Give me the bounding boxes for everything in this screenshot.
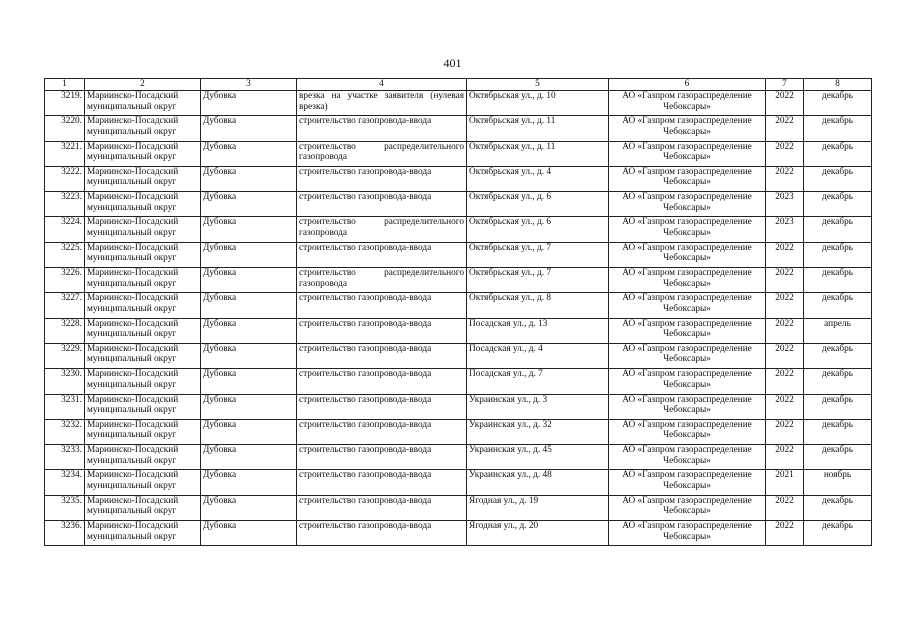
- district-cell: Мариинско-Посадский муниципальный округ: [85, 369, 201, 394]
- district-cell: Мариинско-Посадский муниципальный округ: [85, 91, 201, 116]
- row-number: 3235.: [45, 495, 85, 520]
- settlement-cell: Дубовка: [201, 318, 297, 343]
- settlement-cell: Дубовка: [201, 521, 297, 546]
- year-cell: 2023: [766, 192, 804, 217]
- month-cell: ноябрь: [804, 470, 872, 495]
- address-cell: Посадская ул., д. 13: [467, 318, 609, 343]
- work-type-cell: строительство газопровода-ввода: [297, 369, 467, 394]
- page-number: 401: [443, 56, 462, 70]
- month-cell: декабрь: [804, 217, 872, 242]
- year-cell: 2022: [766, 318, 804, 343]
- address-cell: Октябрьская ул., д. 7: [467, 268, 609, 293]
- district-cell: Мариинско-Посадский муниципальный округ: [85, 268, 201, 293]
- column-header-6: 6: [609, 79, 766, 91]
- address-cell: Украинская ул., д. 3: [467, 394, 609, 419]
- month-cell: декабрь: [804, 521, 872, 546]
- table-row: [45, 470, 872, 495]
- month-cell: декабрь: [804, 116, 872, 141]
- work-type-cell: строительство газопровода-ввода: [297, 445, 467, 470]
- work-type-cell: строительство газопровода-ввода: [297, 470, 467, 495]
- table-row: [45, 91, 872, 116]
- year-cell: 2022: [766, 394, 804, 419]
- year-cell: 2022: [766, 268, 804, 293]
- row-number: 3236.: [45, 521, 85, 546]
- settlement-cell: Дубовка: [201, 293, 297, 318]
- organization-cell: АО «Газпром газораспределение Чебоксары»: [609, 217, 766, 242]
- month-cell: декабрь: [804, 166, 872, 191]
- settlement-cell: Дубовка: [201, 445, 297, 470]
- month-cell: декабрь: [804, 419, 872, 444]
- row-number: 3228.: [45, 318, 85, 343]
- year-cell: 2022: [766, 521, 804, 546]
- work-type-cell: строительство распределительного газопровода: [297, 141, 467, 166]
- work-type-cell: врезка на участке заявителя (нулевая врезка): [297, 91, 467, 116]
- work-type-cell: строительство газопровода-ввода: [297, 192, 467, 217]
- table-row: [45, 445, 872, 470]
- settlement-cell: Дубовка: [201, 242, 297, 267]
- district-cell: Мариинско-Посадский муниципальный округ: [85, 419, 201, 444]
- address-cell: Октябрьская ул., д. 7: [467, 242, 609, 267]
- organization-cell: АО «Газпром газораспределение Чебоксары»: [609, 394, 766, 419]
- year-cell: 2022: [766, 141, 804, 166]
- work-type-cell: строительство газопровода-ввода: [297, 521, 467, 546]
- table-row: [45, 318, 872, 343]
- row-number: 3230.: [45, 369, 85, 394]
- address-cell: Украинская ул., д. 45: [467, 445, 609, 470]
- row-number: 3224.: [45, 217, 85, 242]
- organization-cell: АО «Газпром газораспределение Чебоксары»: [609, 293, 766, 318]
- table-row: [45, 394, 872, 419]
- row-number: 3232.: [45, 419, 85, 444]
- work-type-cell: строительство газопровода-ввода: [297, 242, 467, 267]
- table-row: [45, 116, 872, 141]
- row-number: 3226.: [45, 268, 85, 293]
- work-type-cell: строительство газопровода-ввода: [297, 318, 467, 343]
- organization-cell: АО «Газпром газораспределение Чебоксары»: [609, 419, 766, 444]
- organization-cell: АО «Газпром газораспределение Чебоксары»: [609, 91, 766, 116]
- row-number: 3220.: [45, 116, 85, 141]
- table-row: [45, 242, 872, 267]
- district-cell: Мариинско-Посадский муниципальный округ: [85, 521, 201, 546]
- address-cell: Октябрьская ул., д. 4: [467, 166, 609, 191]
- month-cell: декабрь: [804, 394, 872, 419]
- address-cell: Украинская ул., д. 48: [467, 470, 609, 495]
- district-cell: Мариинско-Посадский муниципальный округ: [85, 470, 201, 495]
- organization-cell: АО «Газпром газораспределение Чебоксары»: [609, 369, 766, 394]
- row-number: 3229.: [45, 343, 85, 368]
- address-cell: Ягодная ул., д. 20: [467, 521, 609, 546]
- row-number: 3225.: [45, 242, 85, 267]
- year-cell: 2022: [766, 166, 804, 191]
- month-cell: декабрь: [804, 343, 872, 368]
- month-cell: декабрь: [804, 369, 872, 394]
- year-cell: 2022: [766, 293, 804, 318]
- table-row: [45, 521, 872, 546]
- column-header-7: 7: [766, 79, 804, 91]
- month-cell: декабрь: [804, 293, 872, 318]
- work-type-cell: строительство газопровода-ввода: [297, 419, 467, 444]
- settlement-cell: Дубовка: [201, 470, 297, 495]
- table-row: [45, 268, 872, 293]
- work-type-cell: строительство газопровода-ввода: [297, 495, 467, 520]
- district-cell: Мариинско-Посадский муниципальный округ: [85, 116, 201, 141]
- row-number: 3223.: [45, 192, 85, 217]
- column-header-1: 1: [45, 79, 85, 91]
- settlement-cell: Дубовка: [201, 141, 297, 166]
- row-number: 3221.: [45, 141, 85, 166]
- year-cell: 2022: [766, 495, 804, 520]
- work-type-cell: строительство газопровода-ввода: [297, 394, 467, 419]
- address-cell: Посадская ул., д. 7: [467, 369, 609, 394]
- district-cell: Мариинско-Посадский муниципальный округ: [85, 343, 201, 368]
- district-cell: Мариинско-Посадский муниципальный округ: [85, 293, 201, 318]
- table-row: [45, 293, 872, 318]
- address-cell: Посадская ул., д. 4: [467, 343, 609, 368]
- column-header-2: 2: [85, 79, 201, 91]
- month-cell: декабрь: [804, 268, 872, 293]
- settlement-cell: Дубовка: [201, 166, 297, 191]
- address-cell: Ягодная ул., д. 19: [467, 495, 609, 520]
- address-cell: Октябрьская ул., д. 10: [467, 91, 609, 116]
- row-number: 3233.: [45, 445, 85, 470]
- table-row: [45, 419, 872, 444]
- table-body: [45, 91, 872, 546]
- organization-cell: АО «Газпром газораспределение Чебоксары»: [609, 242, 766, 267]
- work-type-cell: строительство газопровода-ввода: [297, 166, 467, 191]
- organization-cell: АО «Газпром газораспределение Чебоксары»: [609, 116, 766, 141]
- settlement-cell: Дубовка: [201, 343, 297, 368]
- year-cell: 2023: [766, 217, 804, 242]
- column-header-3: 3: [201, 79, 297, 91]
- table-row: [45, 217, 872, 242]
- year-cell: 2022: [766, 369, 804, 394]
- work-type-cell: строительство распределительного газопровода: [297, 268, 467, 293]
- year-cell: 2022: [766, 419, 804, 444]
- district-cell: Мариинско-Посадский муниципальный округ: [85, 217, 201, 242]
- address-cell: Октябрьская ул., д. 8: [467, 293, 609, 318]
- work-type-cell: строительство газопровода-ввода: [297, 116, 467, 141]
- table-header: [45, 79, 872, 91]
- work-type-cell: строительство газопровода-ввода: [297, 293, 467, 318]
- table-row: [45, 141, 872, 166]
- district-cell: Мариинско-Посадский муниципальный округ: [85, 394, 201, 419]
- month-cell: декабрь: [804, 242, 872, 267]
- year-cell: 2022: [766, 343, 804, 368]
- month-cell: декабрь: [804, 91, 872, 116]
- organization-cell: АО «Газпром газораспределение Чебоксары»: [609, 268, 766, 293]
- month-cell: апрель: [804, 318, 872, 343]
- column-header-8: 8: [804, 79, 872, 91]
- district-cell: Мариинско-Посадский муниципальный округ: [85, 192, 201, 217]
- organization-cell: АО «Газпром газораспределение Чебоксары»: [609, 318, 766, 343]
- table-row: [45, 495, 872, 520]
- row-number: 3227.: [45, 293, 85, 318]
- organization-cell: АО «Газпром газораспределение Чебоксары»: [609, 166, 766, 191]
- table-row: [45, 369, 872, 394]
- address-cell: Октябрьская ул., д. 6: [467, 217, 609, 242]
- year-cell: 2022: [766, 91, 804, 116]
- year-cell: 2021: [766, 470, 804, 495]
- month-cell: декабрь: [804, 495, 872, 520]
- settlement-cell: Дубовка: [201, 394, 297, 419]
- row-number: 3231.: [45, 394, 85, 419]
- month-cell: декабрь: [804, 445, 872, 470]
- table-row: [45, 166, 872, 191]
- district-cell: Мариинско-Посадский муниципальный округ: [85, 141, 201, 166]
- month-cell: декабрь: [804, 192, 872, 217]
- address-cell: Октябрьская ул., д. 11: [467, 141, 609, 166]
- district-cell: Мариинско-Посадский муниципальный округ: [85, 242, 201, 267]
- settlement-cell: Дубовка: [201, 91, 297, 116]
- address-cell: Украинская ул., д. 32: [467, 419, 609, 444]
- settlement-cell: Дубовка: [201, 268, 297, 293]
- district-cell: Мариинско-Посадский муниципальный округ: [85, 495, 201, 520]
- settlement-cell: Дубовка: [201, 419, 297, 444]
- row-number: 3222.: [45, 166, 85, 191]
- address-cell: Октябрьская ул., д. 11: [467, 116, 609, 141]
- year-cell: 2022: [766, 242, 804, 267]
- organization-cell: АО «Газпром газораспределение Чебоксары»: [609, 343, 766, 368]
- organization-cell: АО «Газпром газораспределение Чебоксары»: [609, 495, 766, 520]
- year-cell: 2022: [766, 445, 804, 470]
- month-cell: декабрь: [804, 141, 872, 166]
- work-type-cell: строительство газопровода-ввода: [297, 343, 467, 368]
- gasification-table: [44, 78, 872, 546]
- organization-cell: АО «Газпром газораспределение Чебоксары»: [609, 192, 766, 217]
- settlement-cell: Дубовка: [201, 495, 297, 520]
- row-number: 3234.: [45, 470, 85, 495]
- work-type-cell: строительство распределительного газопровода: [297, 217, 467, 242]
- table-row: [45, 192, 872, 217]
- column-header-5: 5: [467, 79, 609, 91]
- settlement-cell: Дубовка: [201, 192, 297, 217]
- settlement-cell: Дубовка: [201, 369, 297, 394]
- organization-cell: АО «Газпром газораспределение Чебоксары»: [609, 470, 766, 495]
- header-row: [45, 79, 872, 91]
- table-row: [45, 343, 872, 368]
- organization-cell: АО «Газпром газораспределение Чебоксары»: [609, 521, 766, 546]
- column-header-4: 4: [297, 79, 467, 91]
- row-number: 3219.: [45, 91, 85, 116]
- district-cell: Мариинско-Посадский муниципальный округ: [85, 318, 201, 343]
- settlement-cell: Дубовка: [201, 116, 297, 141]
- address-cell: Октябрьская ул., д. 6: [467, 192, 609, 217]
- organization-cell: АО «Газпром газораспределение Чебоксары»: [609, 445, 766, 470]
- year-cell: 2022: [766, 116, 804, 141]
- district-cell: Мариинско-Посадский муниципальный округ: [85, 166, 201, 191]
- settlement-cell: Дубовка: [201, 217, 297, 242]
- organization-cell: АО «Газпром газораспределение Чебоксары»: [609, 141, 766, 166]
- district-cell: Мариинско-Посадский муниципальный округ: [85, 445, 201, 470]
